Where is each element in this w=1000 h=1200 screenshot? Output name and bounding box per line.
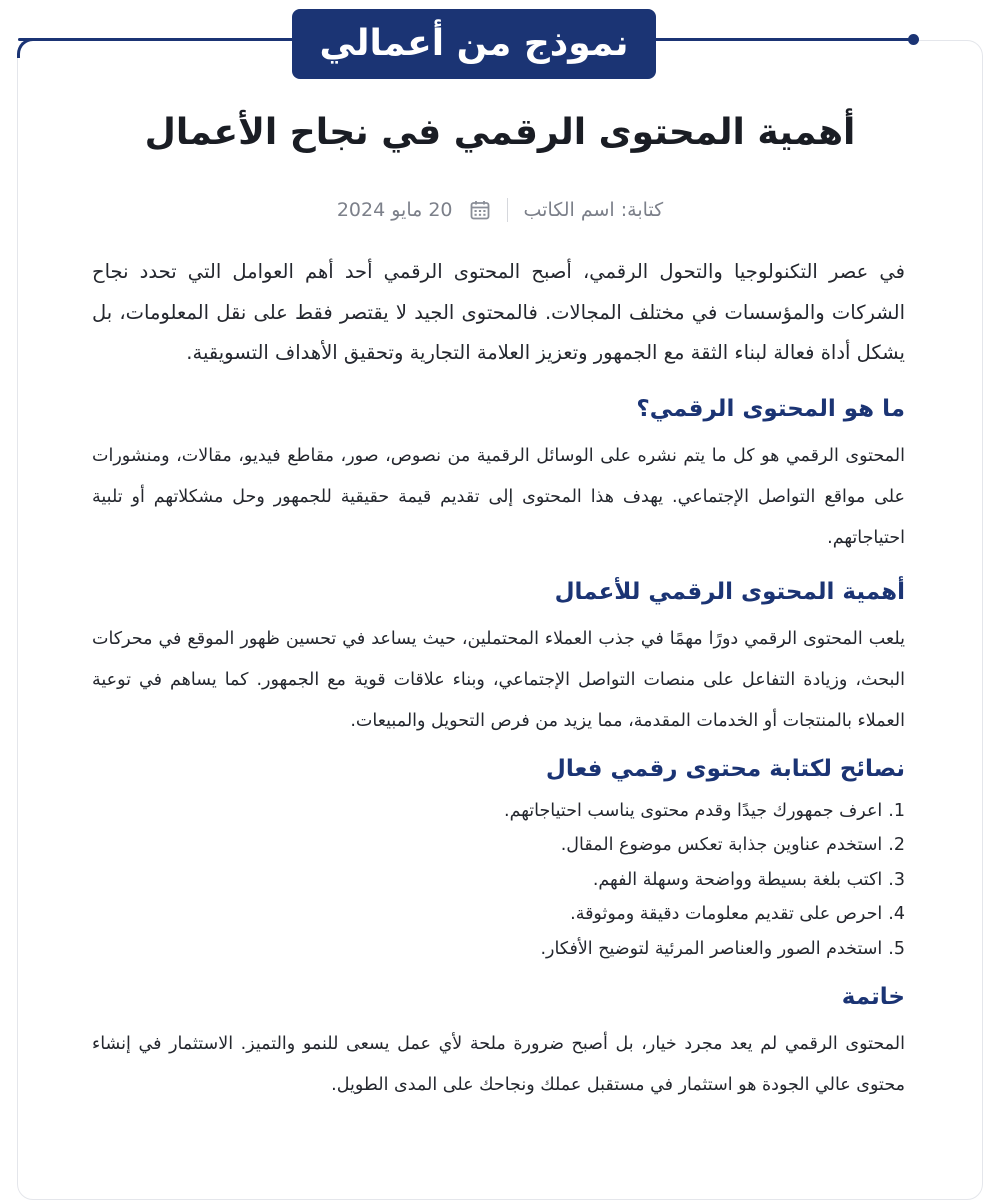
article-meta bbox=[0, 198, 1000, 222]
top-accent-dot bbox=[908, 34, 919, 45]
tips-list bbox=[92, 794, 905, 967]
section-body-importance: يلعب المحتوى الرقمي دورًا مهمًا في جذب العملاء المحتملين، حيث يساعد في تحسين ظهور الموقع في محركات البحث، وزيادة التفاعل على منصات التواصل الإجتماعي، وبناء علاقات قوية مع الجمهور. كما يساهم في توعية العملاء بالمنتجات أو الخدمات المقدمة، مما يزيد من فرص التحويل والمبيعات. bbox=[92, 628, 905, 731]
list-item-number: 3. bbox=[888, 869, 905, 890]
section-body-conclusion: المحتوى الرقمي لم يعد مجرد خيار، بل أصبح ضرورة ملحة لأي عمل يسعى للنمو والتميز. الاستثمار في إنشاء محتوى عالي الجودة هو استثمار في مستقبل عملك ونجاحك على المدى الطويل. bbox=[92, 1034, 905, 1095]
list-item-number: 2. bbox=[888, 835, 905, 855]
list-item-text: استخدم عناوين جذابة تعكس موضوع المقال. bbox=[560, 835, 883, 855]
calendar-icon bbox=[469, 199, 491, 221]
top-accent-corner bbox=[17, 38, 37, 58]
list-item-number: 4. bbox=[888, 904, 905, 924]
section-body-what-is: المحتوى الرقمي هو كل ما يتم نشره على الوسائل الرقمية من نصوص، صور، مقاطع فيديو، مقالات، ومنشورات على مواقع التواصل الإجتماعي. يهدف هذا المحتوى إلى تقديم قيمة حقيقية للجمهور وحل مشكلاتهم أو تلبية احتياجاتهم. bbox=[92, 445, 905, 548]
author-label: كتابة: اسم الكاتب bbox=[523, 199, 664, 221]
list-item-text: احرص على تقديم معلومات دقيقة وموثوقة. bbox=[570, 904, 883, 924]
section-heading-what-is: ما هو المحتوى الرقمي؟ bbox=[636, 395, 905, 422]
section-heading-importance: أهمية المحتوى الرقمي للأعمال bbox=[554, 578, 905, 605]
article-body bbox=[92, 252, 905, 1106]
list-item-text: اعرف جمهورك جيدًا وقدم محتوى يناسب احتياجاتهم. bbox=[504, 800, 883, 821]
list-item bbox=[92, 932, 905, 967]
list-item-number: 5. bbox=[888, 938, 905, 959]
list-item bbox=[92, 863, 905, 898]
list-item bbox=[92, 794, 905, 829]
list-item bbox=[92, 828, 905, 863]
section-heading-tips: نصائح لكتابة محتوى رقمي فعال bbox=[545, 755, 905, 782]
list-item-number: 1. bbox=[888, 800, 905, 821]
list-item-text: اكتب بلغة بسيطة وواضحة وسهلة الفهم. bbox=[592, 869, 883, 890]
meta-divider bbox=[507, 198, 508, 222]
section-heading-conclusion: خاتمة bbox=[841, 984, 905, 1010]
list-item-text: استخدم الصور والعناصر المرئية لتوضيح الأفكار. bbox=[540, 938, 883, 959]
list-item bbox=[92, 897, 905, 932]
intro-paragraph: في عصر التكنولوجيا والتحول الرقمي، أصبح المحتوى الرقمي أحد أهم العوامل التي تحدد نجاح الشركات والمؤسسات في مختلف المجالات. فالمحتوى الجيد لا يقتصر فقط على نقل المعلومات، بل يشكل أداة فعالة لبناء الثقة مع الجمهور وتعزيز العلامة التجارية وتحقيق الأهداف التسويقية. bbox=[92, 260, 905, 364]
article-title: أهمية المحتوى الرقمي في نجاح الأعمال bbox=[144, 112, 856, 153]
portfolio-badge: نموذج من أعمالي bbox=[292, 9, 656, 79]
publish-date: 20 مايو 2024 bbox=[336, 199, 453, 221]
